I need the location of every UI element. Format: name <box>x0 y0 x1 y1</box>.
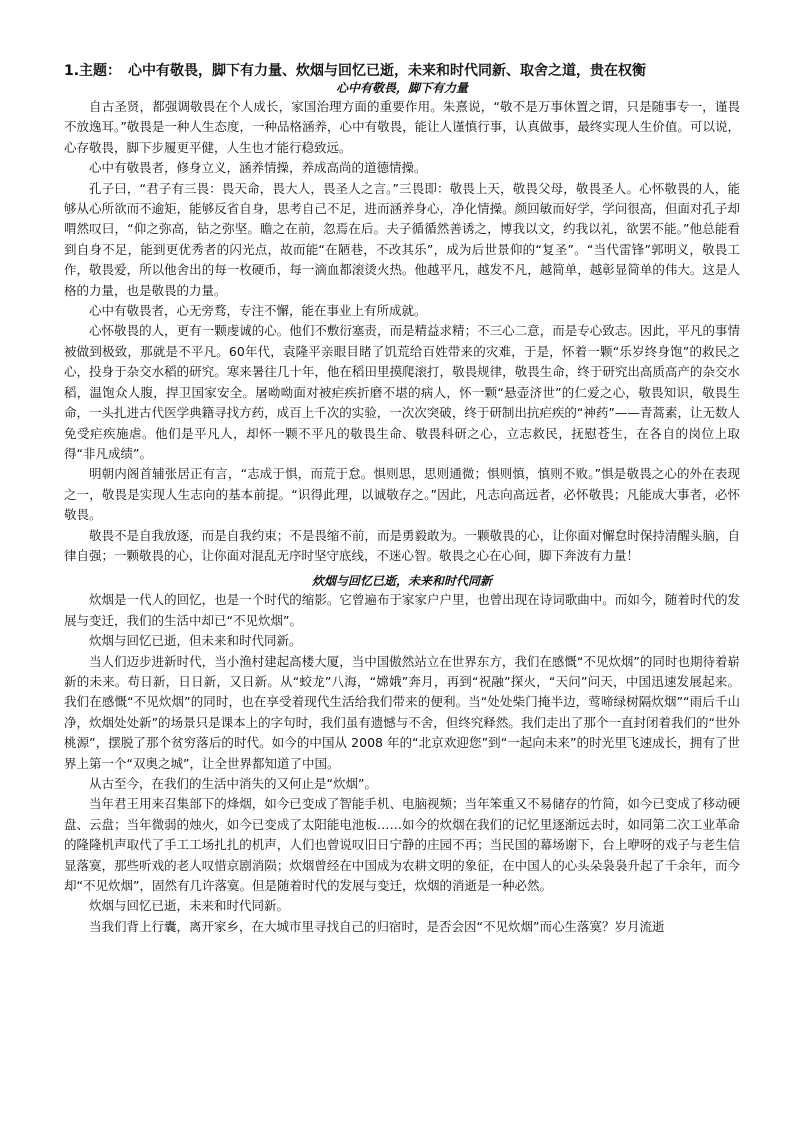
paragraph: 当我们背上行囊，离开家乡，在大城市里寻找自己的归宿时，是否会因“不见炊烟”而心生落寞？岁月流逝 <box>89 918 665 934</box>
section-2-title: 炊烟与回忆已逝，未来和时代同新 <box>311 574 492 589</box>
paragraph: 心中有敬畏者，修身立义，涵养情操，养成高尚的道德情操。 <box>89 160 427 176</box>
paragraph: 当年君王用来召集部下的烽烟，如今已变成了智能手机、电脑视频；当年笨重又不易储存的竹简，如今已变成了移动硬盘、云盘；当年微弱的烛火，如今已变成了太阳能电池板……如今的炊烟在我们的记忆里逐渐远去时，如同第二次工业革命的隆隆机声取代了手工工场扎扎的机声，人们也曾说叹旧日宁静的庄园不再；当民国的幕场谢下，台上咿呀的戏子与老生信显落寞，那些听戏的老人叹惜京剧消陨；炊烟曾经在中国成为农耕文明的象征，在中国人的心头朵袅袅升起了千余年，而今却“不见炊烟”，固然有几许落寞。但是随着时代的发展与变迁，炊烟的消逝是一种必然。 <box>64 796 740 894</box>
paragraph: 孔子曰，“君子有三畏：畏天命，畏大人，畏圣人之言。”三畏即：敬畏上天，敬畏父母，敬畏圣人。心怀敬畏的人，能够从心所欲而不逾矩，能够反省自身，思考自己不足，进而涵养身心，净化情操。颜回敏而好学，学问很高，但面对孔子却喟然叹曰，“仰之弥高，钻之弥坚。瞻之在前，忽焉在后。夫子循循然善诱之，博我以文，约我以礼，欲罢不能。”他总能看到自身不足，能到更优秀者的闪光点，故而能“在陋巷，不改其乐”，成为后世景仰的“复圣”。“当代雷锋”郭明义，敬畏工作，敬畏爱，所以他舍出的每一枚硬币，每一滴血都滚烫火热。他越平凡，越发不凡，越简单，越彰显简单的伟大。这是人格的力量，也是敬畏的力量。 <box>64 180 740 298</box>
paragraph: 从古至今，在我们的生活中消失的又何止是“炊烟”。 <box>89 776 377 791</box>
paragraph: 炊烟与回忆已逝，但未来和时代同新。 <box>89 633 302 649</box>
paragraph: 炊烟是一代人的回忆，也是一个时代的缩影。它曾遍布于家家户户里，也曾出现在诗词歌曲中。而如今，随着时代的发展与变迁，我们的生活中却已“不见炊烟”。 <box>64 592 740 628</box>
paragraph: 明朝内阁首辅张居正有言，“志成于惧，而荒于怠。惧则思，思则通微；惧则慎，慎则不败。”惧是敬畏之心的外在表现之一，敬畏是实现人生志向的基本前提。“识得此理，以诚敬存之。”因此，凡志向高远者，必怀敬畏；凡能成大事者，必怀敬畏。 <box>64 466 740 523</box>
paragraph: 当人们迈步进新时代，当小渔村建起高楼大厦，当中国傲然站立在世界东方，我们在感慨“不见炊烟”的同时也期待着崭新的未来。苟日新，日日新，又日新。从“蛟龙”八海，“嫦娥”奔月，再到“祝融”探火，“天问”问天，中国迅速发展起来。我们在感慨“不见炊烟”的同时，也在享受着现代生活给我们带来的便利。当“处处柴门掩半边，莺啼绿树隔炊烟”“雨后千山净，炊烟处处新”的场景只是课本上的字句时，我们虽有遗憾与不舍，但终究释然。我们走出了那个一直封闭着我们的“世外桃源”，摆脱了那个贫穷落后的时代。如今的中国从 2008 年的“北京欢迎您”到“一起向未来”的时光里飞速成长，拥有了世界上第一个“双奥之城”，让全世界都知道了中国。 <box>64 653 740 771</box>
paragraph: 自古圣贤，都强调敬畏在个人成长，家国治理方面的重要作用。朱熹说，“敬不是万事休置之谓，只是随事专一，谨畏不放逸耳。”敬畏是一种人生态度，一种品格涵养，心中有敬畏，能让人谨慎行事，认真做事，最终实现人生价值。可以说，心存敬畏，脚下步履更平健，人生也才能行稳致远。 <box>64 99 740 155</box>
paragraph: 敬畏不是自我放逐，而是自我约束；不是畏缩不前，而是勇毅敢为。一颗敬畏的心，让你面对懈怠时保持清醒头脑，自律自强；一颗敬畏的心，让你面对混乱无序时坚守底线，不迷心智。敬畏之心在心间，脚下奔波有力量！ <box>64 527 740 563</box>
document-heading: 1.主题： 心中有敬畏，脚下有力量、炊烟与回忆已逝，未来和时代同新、取舍之道，贵在权衡 <box>64 63 647 79</box>
section-1-title: 心中有敬畏，脚下有力量 <box>335 81 468 95</box>
paragraph: 心怀敬畏的人，更有一颗虔诚的心。他们不敷衍塞责，而是精益求精；不三心二意，而是专心致志。因此，平凡的事情被做到极致，那就是不平凡。60年代，袁隆平亲眼目睹了饥荒给百姓带来的灾难，于是，怀着一颗“乐岁终身饱”的救民之心，投身于杂交水稻的研究。寒来暑往几十年，他在稻田里摸爬滚打，敬畏规律，敬畏生命，终于研究出高质高产的杂交水稻，温饱众人腹，捍卫国家安全。屠呦呦面对被疟疾折磨不堪的病人，怀一颗“悬壶济世”的仁爱之心，敬畏知识，敬畏生命，一头扎进古代医学典籍寻找方药，成百上千次的实验，一次次突破，终于研制出抗疟疾的“神药”——青蒿素，让无数人免受疟疾施虐。他们是平凡人，却怀一颗不平凡的敬畏生命、敬畏科研之心，立志救民，抚慰苍生，在各自的岗位上取得“非凡成绩”。 <box>64 323 740 461</box>
paragraph: 炊烟与回忆已逝，未来和时代同新。 <box>89 898 290 914</box>
document-page <box>64 62 740 937</box>
paragraph: 心中有敬畏者，心无旁骛，专注不懈，能在事业上有所成就。 <box>89 303 427 319</box>
